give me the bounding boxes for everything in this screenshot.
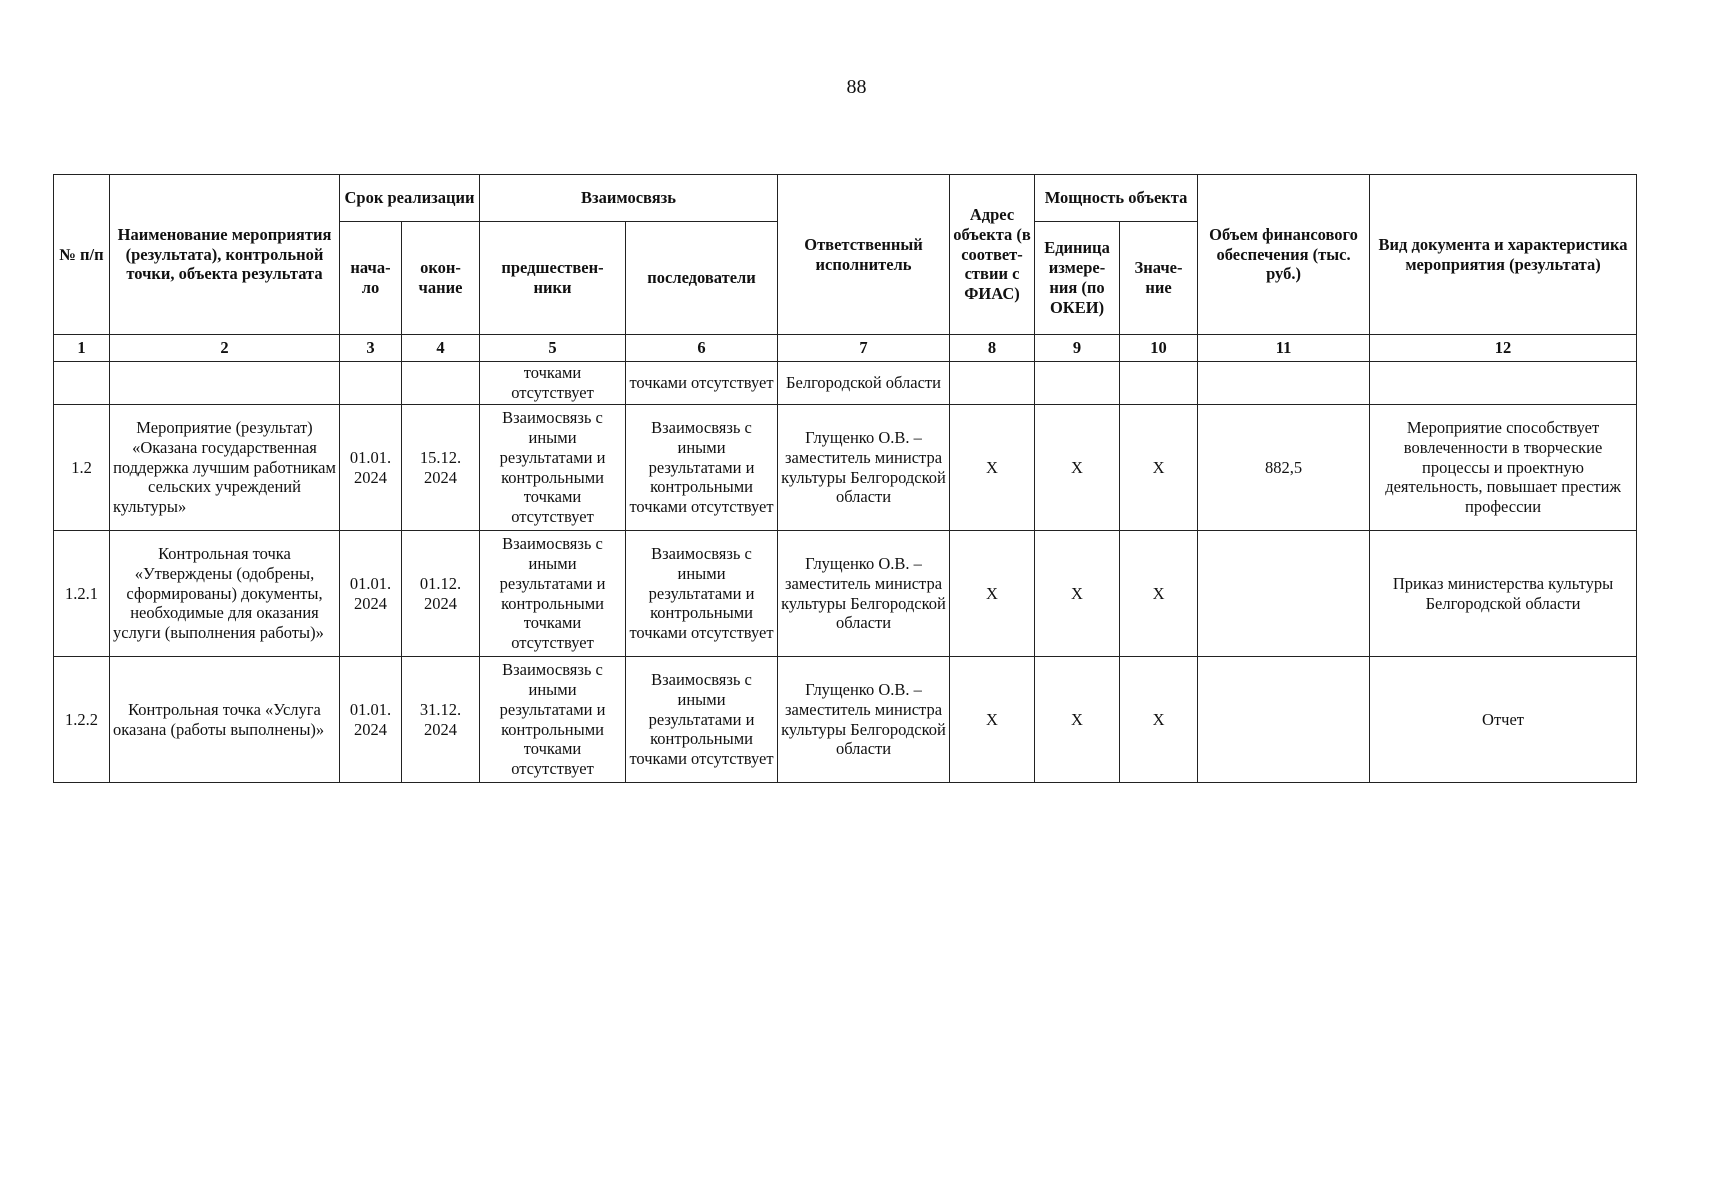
header-address: Адрес объекта (в соответ-ствии с ФИАС) bbox=[950, 175, 1035, 335]
cell-address: X bbox=[950, 405, 1035, 531]
cell-empty bbox=[1370, 362, 1637, 405]
cell-num: 1.2.1 bbox=[54, 531, 110, 657]
table-row bbox=[54, 531, 1637, 657]
cell-successors: Взаимосвязь с иными результатами и контрольными точками отсутствует bbox=[626, 531, 778, 657]
cell-empty bbox=[110, 362, 340, 405]
cell-name: Контрольная точка «Утверждены (одобрены, сформированы) документы, необходимые для оказания услуги (выполнения работы)» bbox=[110, 531, 340, 657]
cell-successors: Взаимосвязь с иными результатами и контрольными точками отсутствует bbox=[626, 405, 778, 531]
cell-predecessors: Взаимосвязь с иными результатами и контрольными точками отсутствует bbox=[480, 657, 626, 783]
cell-responsible: Глущенко О.В. – заместитель министра культуры Белгородской области bbox=[778, 657, 950, 783]
cell-doc-type: Отчет bbox=[1370, 657, 1637, 783]
cell-predecessors: Взаимосвязь с иными результатами и контрольными точками отсутствует bbox=[480, 531, 626, 657]
cell-empty bbox=[54, 362, 110, 405]
table-row bbox=[54, 657, 1637, 783]
header-predecessors: предшествен-ники bbox=[480, 222, 626, 335]
cell-unit: X bbox=[1035, 405, 1120, 531]
cell-empty bbox=[340, 362, 402, 405]
cell-empty bbox=[1035, 362, 1120, 405]
cell-predecessors: Взаимосвязь с иными результатами и контрольными точками отсутствует bbox=[480, 405, 626, 531]
header-unit: Единица измере-ния (по ОКЕИ) bbox=[1035, 222, 1120, 335]
cell-finance bbox=[1198, 657, 1370, 783]
header-row-top bbox=[54, 175, 1637, 222]
cell-finance: 882,5 bbox=[1198, 405, 1370, 531]
cell-end: 31.12. 2024 bbox=[402, 657, 480, 783]
cell-value: X bbox=[1120, 657, 1198, 783]
cell-successors: Взаимосвязь с иными результатами и контрольными точками отсутствует bbox=[626, 657, 778, 783]
cell-responsible: Глущенко О.В. – заместитель министра культуры Белгородской области bbox=[778, 531, 950, 657]
page-number: 88 bbox=[846, 76, 867, 98]
header-link-group: Взаимосвязь bbox=[480, 175, 778, 222]
header-doc-type: Вид документа и характеристика мероприятия (результата) bbox=[1370, 175, 1637, 335]
column-number: 3 bbox=[340, 335, 402, 362]
cell-doc-type: Мероприятие способствует вовлеченности в творческие процессы и проектную деятельность, повышает престиж профессии bbox=[1370, 405, 1637, 531]
cell-doc-type: Приказ министерства культуры Белгородской области bbox=[1370, 531, 1637, 657]
cell-finance bbox=[1198, 531, 1370, 657]
cell-empty bbox=[1120, 362, 1198, 405]
cell-responsible: Глущенко О.В. – заместитель министра культуры Белгородской области bbox=[778, 405, 950, 531]
column-number: 4 bbox=[402, 335, 480, 362]
header-capacity-group: Мощность объекта bbox=[1035, 175, 1198, 222]
cell-name: Контрольная точка «Услуга оказана (работы выполнены)» bbox=[110, 657, 340, 783]
header-finance: Объем финансового обеспечения (тыс. руб.) bbox=[1198, 175, 1370, 335]
cell-start: 01.01. 2024 bbox=[340, 405, 402, 531]
cell-unit: X bbox=[1035, 657, 1120, 783]
column-number: 2 bbox=[110, 335, 340, 362]
cell-num: 1.2 bbox=[54, 405, 110, 531]
cell-unit: X bbox=[1035, 531, 1120, 657]
header-start: нача-ло bbox=[340, 222, 402, 335]
cell-name: Мероприятие (результат) «Оказана государственная поддержка лучшим работникам сельских учреждений культуры» bbox=[110, 405, 340, 531]
column-number: 12 bbox=[1370, 335, 1637, 362]
column-number: 8 bbox=[950, 335, 1035, 362]
column-number: 11 bbox=[1198, 335, 1370, 362]
cell-start: 01.01. 2024 bbox=[340, 531, 402, 657]
cell-empty bbox=[1198, 362, 1370, 405]
header-value: Значе-ние bbox=[1120, 222, 1198, 335]
cell-predecessors: точками отсутствует bbox=[480, 362, 626, 405]
cell-empty bbox=[950, 362, 1035, 405]
header-end: окон-чание bbox=[402, 222, 480, 335]
cell-start: 01.01. 2024 bbox=[340, 657, 402, 783]
header-term-group: Срок реализации bbox=[340, 175, 480, 222]
header-responsible: Ответственный исполнитель bbox=[778, 175, 950, 335]
column-number: 5 bbox=[480, 335, 626, 362]
column-number: 9 bbox=[1035, 335, 1120, 362]
column-number-row bbox=[54, 335, 1637, 362]
cell-successors: точками отсутствует bbox=[626, 362, 778, 405]
cell-empty bbox=[402, 362, 480, 405]
table-row bbox=[54, 405, 1637, 531]
cell-end: 15.12. 2024 bbox=[402, 405, 480, 531]
cell-value: X bbox=[1120, 531, 1198, 657]
header-num: № п/п bbox=[54, 175, 110, 335]
column-number: 1 bbox=[54, 335, 110, 362]
header-name: Наименование мероприятия (результата), контрольной точки, объекта результата bbox=[110, 175, 340, 335]
continuation-row bbox=[54, 362, 1637, 405]
column-number: 10 bbox=[1120, 335, 1198, 362]
column-number: 6 bbox=[626, 335, 778, 362]
cell-num: 1.2.2 bbox=[54, 657, 110, 783]
cell-value: X bbox=[1120, 405, 1198, 531]
cell-address: X bbox=[950, 531, 1035, 657]
cell-responsible: Белгородской области bbox=[778, 362, 950, 405]
cell-address: X bbox=[950, 657, 1035, 783]
column-number: 7 bbox=[778, 335, 950, 362]
header-successors: последователи bbox=[626, 222, 778, 335]
cell-end: 01.12. 2024 bbox=[402, 531, 480, 657]
plan-table bbox=[53, 174, 1637, 783]
